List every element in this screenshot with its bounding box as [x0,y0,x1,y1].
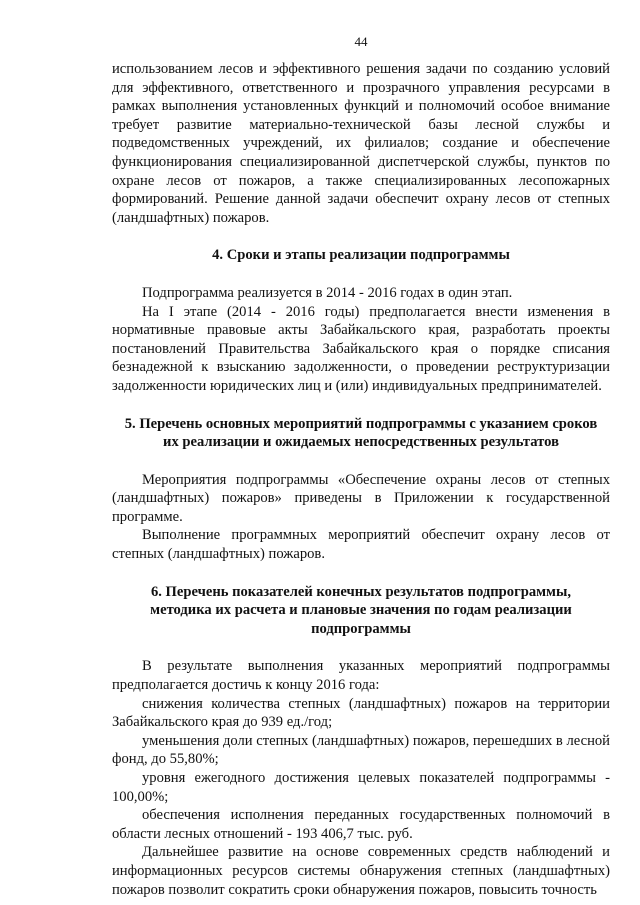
section-5-paragraph: Мероприятия подпрограммы «Обеспечение охраны лесов от степных (ландшафтных) пожаров» приведены в Приложении к государственной программе. [112,471,610,525]
section-5-heading [112,415,610,452]
section-6-heading-line: методика их расчета и плановые значения по годам реализации [150,602,572,619]
section-4-heading: 4. Сроки и этапы реализации подпрограммы [212,247,510,264]
section-6-paragraph: уменьшения доли степных (ландшафтных) пожаров, перешедших в лесной фонд, до 55,80%; [112,732,610,768]
section-5-heading-line: 5. Перечень основных мероприятий подпрограммы с указанием сроков [124,415,598,432]
section-6-paragraph: снижения количества степных (ландшафтных) пожаров на территории Забайкальского края до 939 ед./год; [112,695,610,731]
section-4-paragraph: Подпрограмма реализуется в 2014 - 2016 годах в один этап. [142,284,513,301]
intro-paragraph: использованием лесов и эффективного решения задачи по созданию условий для эффективного, ответственного и прозрачного управления ресурсами в рамках выполнения установленных функций и полномочий особое внимание требует развитие материально-технической базы лесной службы и подведомственных учреждений, их филиалов; создание и обеспечение функционирования специализированной диспетчерской службы, пунктов по охране лесов от пожаров, а также специализированных лесопожарных формирований. Решение данной задачи обеспечит охрану лесов от степных (ландшафтных) пожаров. [112,61,610,226]
section-6-paragraph: обеспечения исполнения переданных государственных полномочий в области лесных отношений - 193 406,7 тыс. руб. [112,807,610,842]
section-6-paragraph: Дальнейшее развитие на основе современных средств наблюдений и информационных ресурсов системы обнаружения степных (ландшафтных) пожаров позволит сократить сроки обнаружения пожаров, повысить точность [112,844,610,898]
section-4-paragraph: На I этапе (2014 - 2016 годы) предполагается внести изменения в нормативные правовые акты Забайкальского края, разработать проекты постановлений Правительства Забайкальского края о порядке списания безнадежной к взысканию задолженности, о проведении реструктуризации задолженности юридических лиц и (или) индивидуальных предпринимателей. [112,303,610,394]
section-6-heading [112,583,610,639]
section-5-paragraph: Выполнение программных мероприятий обеспечит охрану лесов от степных (ландшафтных) пожаров. [112,527,610,563]
page-number: 44 [354,34,368,49]
section-6-heading-line: подпрограммы [311,620,411,637]
page-content [112,60,610,899]
section-6-paragraph: В результате выполнения указанных мероприятий подпрограммы предполагается достичь к концу 2016 года: [112,658,610,694]
section-6-heading-line: 6. Перечень показателей конечных результатов подпрограммы, [150,583,572,600]
section-5-heading-line: их реализации и ожидаемых непосредственных результатов [163,434,559,451]
section-6-paragraph: уровня ежегодного достижения целевых показателей подпрограммы - 100,00%; [112,770,610,805]
